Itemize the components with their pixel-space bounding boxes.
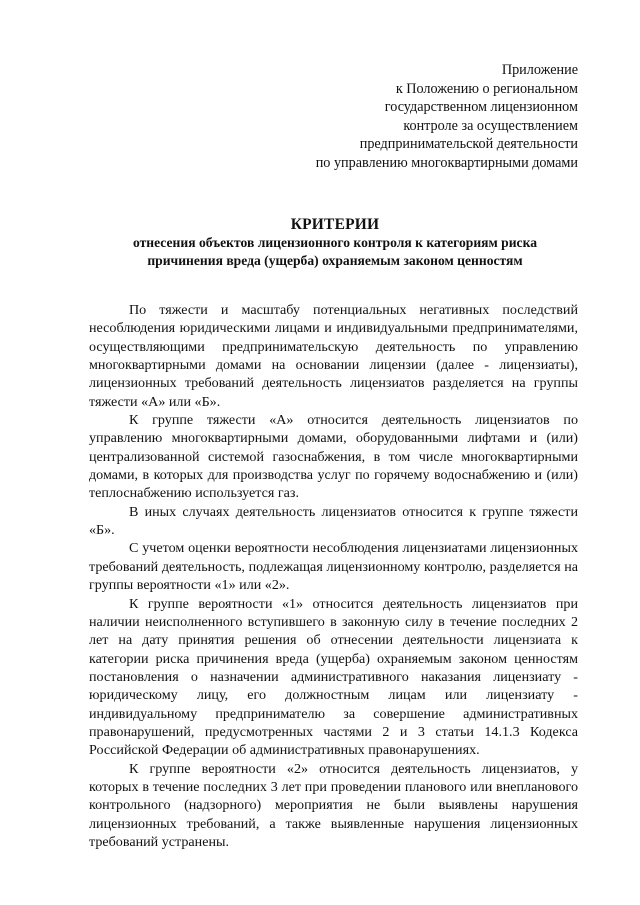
document-title: КРИТЕРИИ [290,216,380,233]
appendix-header [248,61,578,173]
appendix-line: предпринимательской деятельности [359,136,578,153]
paragraph-severity-groups: По тяжести и масштабу потенциальных негативных последствий несоблюдения юридическими лицами и индивидуальными предпринимателями, осуществляющими предпринимательскую деятельность по управлению многоквартирными домами на основании лицензии (далее - лицензиаты), лицензионных требований деятельность лицензиатов разделяется на группы тяжести «А» или «Б». [89,302,578,410]
appendix-line: государственном лицензионном [384,99,578,116]
paragraph-probability-1: К группе вероятности «1» относится деятельность лицензиатов при наличии неисполненного вступившего в законную силу в течение последних 2 лет на дату принятия решения об отнесении деятельности лицензиата к категории риска причинения вреда (ущерба) охраняемым законом ценностям постановления о назначении административного наказания лицензиату - юридическому лицу, его должностным лицам или лицензиату - индивидуальному предпринимателю за совершение административных правонарушений, предусмотренных частями 2 и 3 статьи 14.1.3 Кодекса Российской Федерации об административных правонарушениях. [89,595,578,759]
paragraph-group-b: В иных случаях деятельность лицензиатов относится к группе тяжести «Б». [89,503,578,539]
appendix-line: Приложение [501,62,578,78]
appendix-line: к Положению о региональном [395,80,578,97]
document-body [89,301,578,851]
document-subtitle-line-2: причинения вреда (ущерба) охраняемым законом ценностям [147,253,523,268]
document-title-block [80,215,590,270]
paragraph-group-a: К группе тяжести «А» относится деятельность лицензиатов по управлению многоквартирными домами, оборудованными лифтами и (или) централизованной системой газоснабжения, в том числе многоквартирными домами, в которых для производства услуг по горячему водоснабжению и (или) теплоснабжению используется газ. [89,412,578,502]
appendix-line: по управлению многоквартирными домами [315,154,578,171]
appendix-line: контроле за осуществлением [403,117,578,134]
paragraph-probability-2: К группе вероятности «2» относится деятельность лицензиатов, у которых в течение последних 3 лет при проведении планового или внепланового контрольного (надзорного) мероприятия не были выявлены нарушения лицензионных требований, а также выявленные нарушения лицензионных требований устранены. [89,760,578,850]
paragraph-probability-groups: С учетом оценки вероятности несоблюдения лицензиатами лицензионных требований деятельность, подлежащая лицензионному контролю, разделяется на группы вероятности «1» или «2». [89,540,578,594]
document-subtitle-line-1: отнесения объектов лицензионного контроля к категориям риска [132,235,538,250]
